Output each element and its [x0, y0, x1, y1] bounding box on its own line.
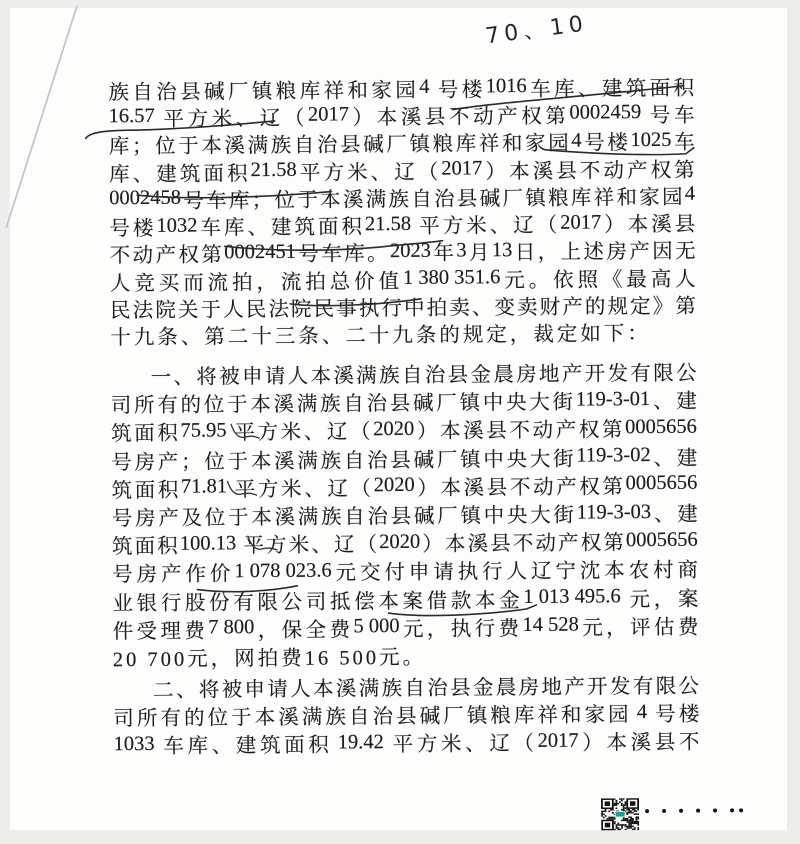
page-edge-crease [5, 7, 79, 228]
dot [739, 808, 743, 812]
text-line: 件 受 理 费 7 800 ， 保 全 费 5 000 元 ， 执 行 费 14 528 元 ， 评 估 费 [112, 613, 699, 644]
text-line: 族 自 治 县 碱 厂 镇 粮 库 祥 和 家 园 4 号 楼 1016 车 库 、 建 筑 面 积 [108, 75, 695, 104]
dot [713, 809, 717, 813]
text-line: 号 房 产 作 价 1 078 023.6 元 交 付 申 请 执 行 人 辽 宁 沈 本 农 村 商 [112, 559, 699, 587]
text-line: 筑 面 积 71.81 平 方 米 、 辽 （ 2020 ） 本 溪 县 不 动 产 权 第 0005656 [111, 472, 698, 503]
text-line: 20 700元，网拍费16 500元。 [112, 646, 427, 672]
text-line: 人 竞 买 而 流 拍 ， 流 拍 总 价 值 1 380 351.6 元 。 依 照 《 最 高 人 [109, 266, 696, 296]
text-line: 筑 面 积 75.95 平 方 米 、 辽 （ 2020 ） 本 溪 县 不 动 产 权 第 0005656 [111, 415, 697, 446]
paragraph-intro [108, 72, 696, 350]
text-line: 库 、 建 筑 面 积 21.58 平 方 米 、 辽 （ 2017 ） 本 溪 县 不 动 产 权 第 [108, 157, 695, 186]
text-line: 司 所 有 的 位 于 本 溪 满 族 自 治 县 碱 厂 镇 粮 库 祥 和 家 园 4 号 楼 [113, 700, 700, 731]
text-line: 不 动 产 权 第 0002451 号 车 库 。 2023 年 3 月 13 日 ， 上 述 房 产 因 无 [109, 239, 696, 268]
text-line: 民 法 院 关 于 人 民 法 院 民 事 执 行 中 拍 卖 、 变 卖 财 产 的 规 定 》 第 [110, 295, 696, 323]
dots-row [645, 808, 743, 813]
text-line: 业 银 行 股 份 有 限 公 司 抵 偿 本 案 借 款 本 金 1 013 495.6 元 ， 案 [112, 585, 699, 615]
paragraph-item-one [111, 357, 699, 672]
qr-code [601, 798, 639, 830]
text-line: 号 房 产 及 位 于 本 溪 满 族 自 治 县 碱 厂 镇 中 央 大 街 119-3-03 、 建 [111, 500, 698, 531]
text-line: 司 所 有 的 位 于 本 溪 满 族 自 治 县 碱 厂 镇 中 央 大 街 119-3-01 、 建 [110, 387, 697, 418]
text-line: 一 、 将 被 申 请 人 本 溪 满 族 自 治 县 金 晨 房 地 产 开 发 有 限 公 [150, 362, 697, 390]
text-line: 0002458 号 车 库 ； 位 于 本 溪 满 族 自 治 县 碱 厂 镇 粮 库 祥 和 家 园 4 [109, 183, 696, 213]
paragraph-item-two [113, 670, 700, 759]
dot [662, 809, 666, 813]
text-line: 1033 车 库 、 建 筑 面 积 19.42 平 方 米 、 辽 （ 2017 ） 本 溪 县 不 [113, 729, 700, 759]
text-line: 号 楼 1032 车 库 、 建 筑 面 积 21.58 平 方 米 、 辽 （ 2017 ） 本 溪 县 [109, 211, 696, 241]
dot [679, 809, 683, 813]
text-line: 筑 面 积 100.13 平 方 米 、 辽 （ 2020 ） 本 溪 县 不 动 产 权 第 0005656 [111, 528, 698, 559]
text-line: 十九条、第二十三条、二十九条的规定，裁定如下： [110, 323, 651, 350]
dot [730, 808, 734, 812]
dot [645, 809, 649, 813]
text-line: 16.57 平 方 米 、 辽 （ 2017 ） 本 溪 县 不 动 产 权 第 0002459 号 车 [108, 101, 695, 131]
dot [696, 809, 700, 813]
text-line: 二 、 将 被 申 请 人 本 溪 满 族 自 治 县 金 晨 房 地 产 开 发 有 限 公 [153, 675, 700, 703]
text-line: 号 房 产 ； 位 于 本 溪 满 族 自 治 县 碱 厂 镇 中 央 大 街 119-3-02 、 建 [111, 444, 698, 474]
handwritten-note: 70、10 [484, 11, 590, 50]
text-line: 库 ； 位 于 本 溪 满 族 自 治 县 碱 厂 镇 粮 库 祥 和 家 园 4 号 楼 1025 车 [108, 128, 695, 159]
